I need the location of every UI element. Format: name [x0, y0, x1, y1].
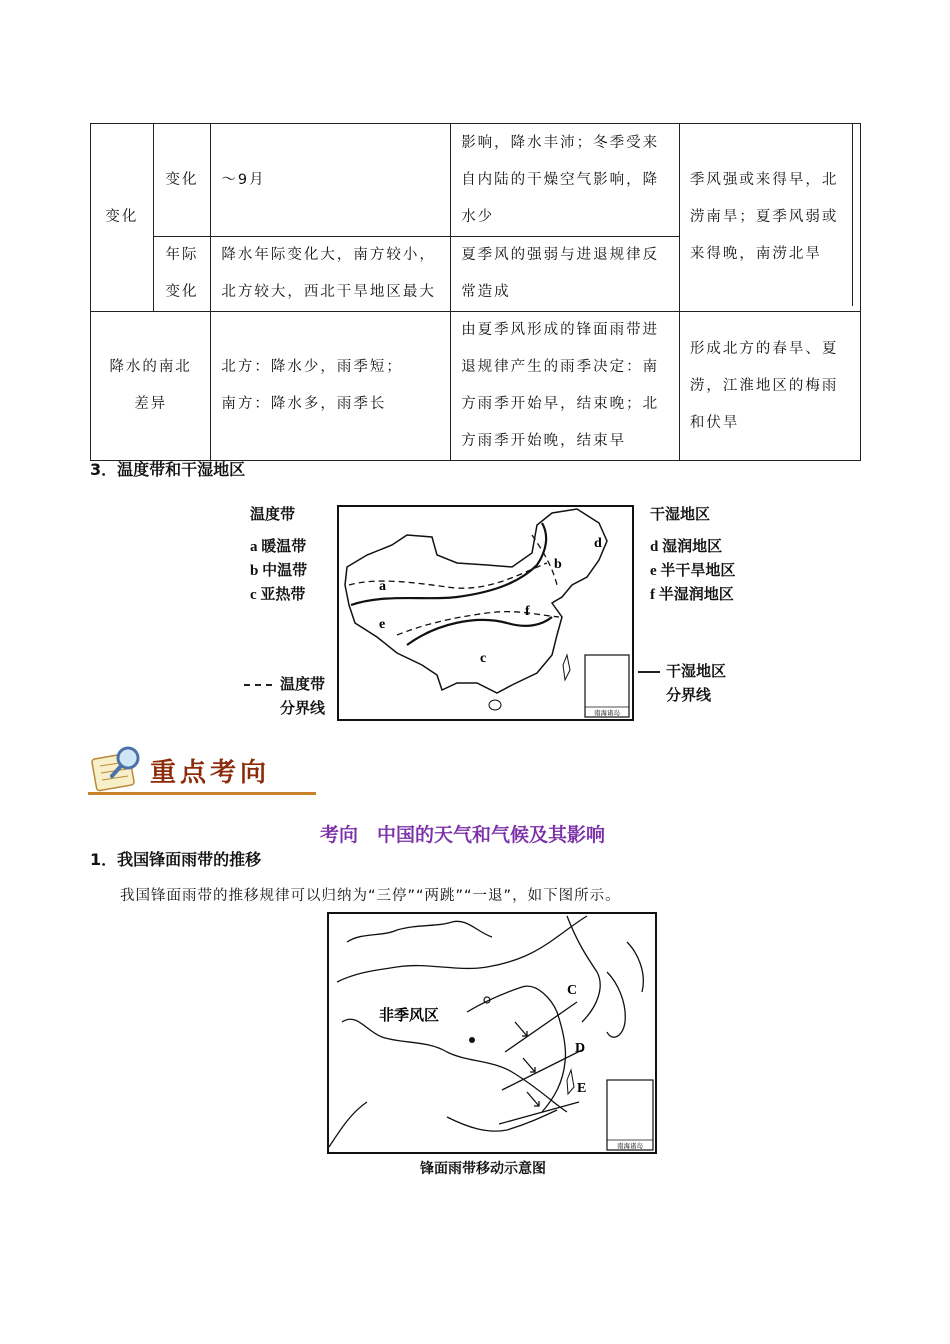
- solid-line-sample: [638, 671, 660, 673]
- map-label-f: f: [525, 604, 530, 619]
- legend-title: 干湿地区: [650, 507, 711, 523]
- china-climate-map: [337, 505, 634, 721]
- table-cell: 影响，降水丰沛；冬季受来自内陆的干燥空气影响，降水少: [451, 124, 680, 237]
- map-label-a: a: [379, 579, 386, 594]
- map-label-d: d: [594, 536, 602, 551]
- table-cell: 形成北方的春旱、夏涝，江淮地区的梅雨和伏旱: [679, 312, 860, 461]
- key-points-banner: [88, 742, 316, 798]
- legend-item: b 中温带: [250, 563, 308, 579]
- row-sub-label: [153, 237, 211, 312]
- banner-underline: [88, 792, 316, 795]
- legend-item: e 半干旱地区: [650, 563, 736, 579]
- legend-label: 分界线: [666, 688, 712, 704]
- inset-box: [607, 1080, 653, 1150]
- section-title: 3．温度带和干湿地区: [90, 460, 246, 479]
- table-row: [91, 312, 861, 461]
- row-group-label: 降水的南北差异: [91, 312, 211, 461]
- map-caption: 锋面雨带移动示意图: [420, 1161, 546, 1177]
- magnifier-notebook-icon: [88, 742, 148, 794]
- wet-legend: [650, 503, 735, 607]
- banner-title: 重点考向: [150, 758, 271, 788]
- table-cell: 降水年际变化大，南方较小，北方较大，西北干旱地区最大: [211, 237, 451, 312]
- focus-title: 考向 中国的天气和气候及其影响: [320, 824, 606, 846]
- map-label-c: c: [480, 651, 487, 666]
- table-row: [91, 124, 861, 237]
- legend-label: 温度带: [280, 677, 326, 693]
- table-cell: 夏季风的强弱与进退规律反常造成: [451, 237, 680, 312]
- table-cell: 季风强或来得早，北涝南旱；夏季风弱或来得晚，南涝北旱: [679, 124, 860, 312]
- legend-label: 干湿地区: [666, 664, 727, 680]
- temp-line-legend: [244, 673, 325, 721]
- region-label: 非季风区: [379, 1006, 440, 1024]
- legend-item: c 亚热带: [250, 587, 306, 603]
- band-label-e: E: [577, 1081, 587, 1096]
- legend-label: 分界线: [280, 701, 326, 717]
- table-cell: ～9月: [211, 124, 451, 237]
- row-group-label: 变化: [91, 124, 154, 312]
- legend-title: 温度带: [250, 507, 296, 523]
- city-dot: [469, 1037, 475, 1043]
- temp-legend: [250, 503, 307, 607]
- sub-label-line: 变化: [165, 284, 199, 300]
- dashed-line-sample: [244, 684, 272, 686]
- section-title: 1．我国锋面雨带的推移: [90, 850, 262, 869]
- legend-item: d 湿润地区: [650, 539, 723, 555]
- row-sub-label: 变化: [153, 124, 211, 237]
- inset-label: 南海诸岛: [594, 709, 620, 717]
- band-label-c: C: [567, 983, 578, 998]
- table-cell: 由夏季风形成的锋面雨带进退规律产生的雨季决定：南方雨季开始早，结束晚；北方雨季开始晚，结束早: [451, 312, 680, 461]
- inset-box: [585, 655, 629, 717]
- rainbelt-map: [327, 912, 657, 1154]
- map-label-e: e: [379, 617, 386, 632]
- inset-label: 南海诸岛: [617, 1142, 643, 1150]
- legend-item: a 暖温带: [250, 539, 307, 555]
- map-label-b: b: [554, 557, 562, 572]
- legend-item: f 半湿润地区: [650, 587, 734, 603]
- sub-label-line: 年际: [165, 247, 199, 263]
- table-cell: [211, 312, 451, 461]
- band-label-d: D: [575, 1041, 586, 1056]
- cell-line: 南方：降水多，雨季长: [221, 396, 387, 412]
- wet-line-legend: [638, 660, 726, 708]
- cell-line: 北方：降水少，雨季短；: [221, 359, 403, 375]
- precipitation-table: [90, 123, 861, 461]
- section-paragraph: 我国锋面雨带的推移规律可以归纳为“三停”“两跳”“一退”，如下图所示。: [120, 888, 621, 904]
